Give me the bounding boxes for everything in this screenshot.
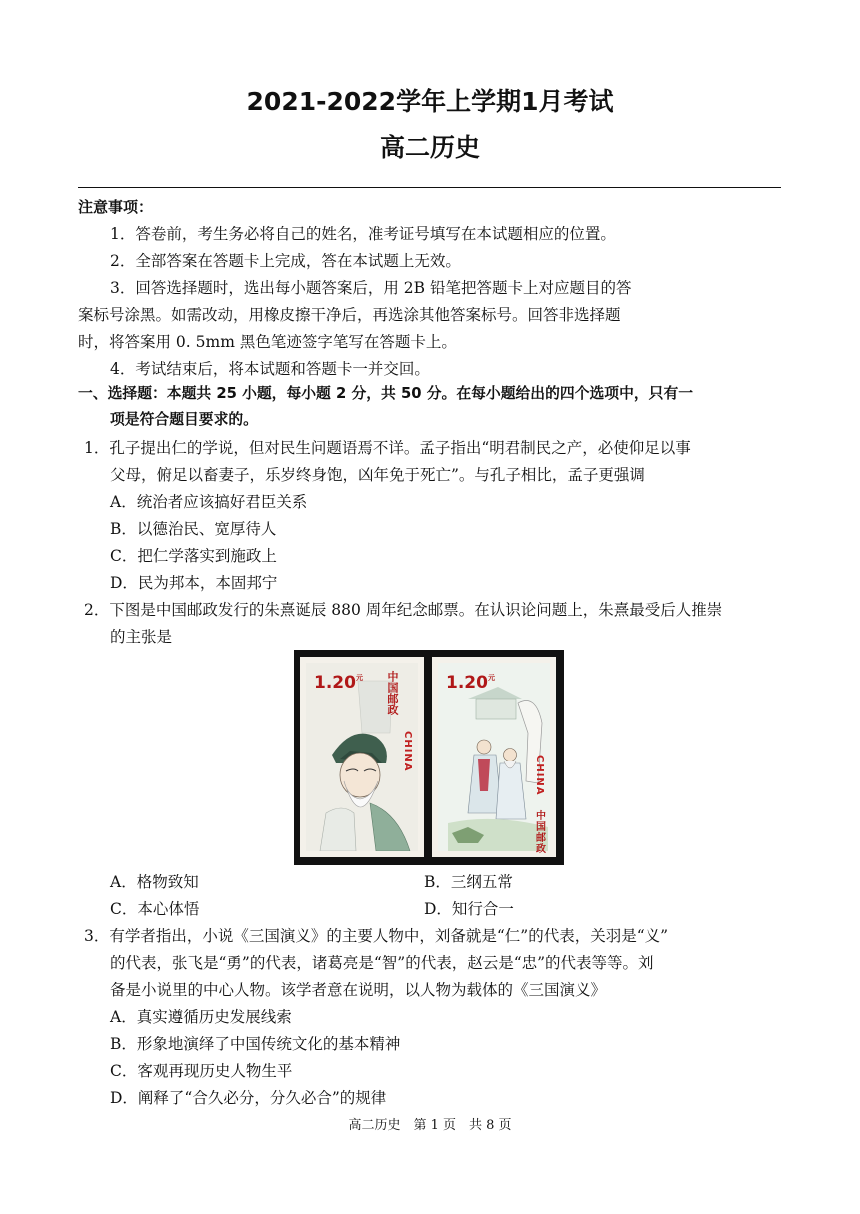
q3-stem-line-3: 备是小说里的中心人物。该学者意在说明，以人物为载体的《三国演义》 [110, 981, 607, 999]
header-divider [78, 187, 781, 188]
stamp-zhu-xi-scene [432, 657, 556, 857]
q2-option-d: D．知行合一 [424, 900, 514, 918]
notice-heading: 注意事项： [78, 198, 154, 216]
notice-line-1: 1．答卷前，考生务必将自己的姓名，准考证号填写在本试题相应的位置。 [110, 225, 616, 243]
q1-option-c: C．把仁学落实到施政上 [110, 547, 277, 565]
stamp-left-caption-mark [318, 713, 327, 719]
q1-option-a: A．统治者应该搞好君臣关系 [110, 493, 308, 511]
stamp-right-country: CHINA [534, 755, 545, 796]
notice-line-2: 2．全部答案在答题卡上完成，答在本试题上无效。 [110, 252, 461, 270]
section-heading-line-2: 项是符合题目要求的。 [110, 411, 258, 428]
q3-option-a: A．真实遵循历史发展线索 [110, 1008, 292, 1026]
q3-option-d: D．阐释了“合久必分，分久必合”的规律 [110, 1089, 387, 1107]
q1-stem-line-2: 父母，俯足以畜妻子，乐岁终身饱，凶年免于死亡”。与孔子相比，孟子更强调 [110, 466, 645, 484]
q1-option-b: B．以德治民、宽厚待人 [110, 520, 277, 538]
notice-line-6: 4．考试结束后，将本试题和答题卡一并交回。 [110, 360, 430, 378]
commemorative-stamps-image [294, 650, 564, 865]
notice-line-4: 案标号涂黑。如需改动，用橡皮擦干净后，再选涂其他答案标号。回答非选择题 [78, 306, 621, 324]
q2-option-a: A．格物致知 [110, 873, 199, 891]
q3-stem-line-2: 的代表，张飞是“勇”的代表，诸葛亮是“智”的代表，赵云是“忠”的代表等等。刘 [110, 954, 654, 972]
notice-line-5: 时，将答案用 0. 5mm 黑色笔迹签字笔写在答题卡上。 [78, 333, 457, 351]
stamp-face [438, 663, 550, 855]
page-footer: 高二历史 第 1 页 共 8 页 [348, 1118, 512, 1133]
q2-option-b: B．三纲五常 [424, 873, 513, 891]
notice-line-3: 3．回答选择题时，选出每小题答案后，用 2B 铅笔把答题卡上对应题目的答 [110, 279, 632, 297]
q1-option-d: D．民为邦本，本固邦宁 [110, 574, 278, 592]
stamp-left-country: CHINA [402, 731, 413, 772]
exam-subject: 高二历史 [379, 133, 480, 162]
q3-option-c: C．客观再现历史人物生平 [110, 1062, 293, 1080]
section-heading-line-1: 一、选择题：本题共 25 小题，每小题 2 分，共 50 分。在每小题给出的四个选项中，只有一 [78, 385, 694, 402]
q2-option-c: C．本心体悟 [110, 900, 200, 918]
exam-title: 2021-2022学年上学期1月考试 [246, 87, 614, 116]
q3-option-b: B．形象地演绎了中国传统文化的基本精神 [110, 1035, 401, 1053]
stamp-right-price: $1.20^元$ [446, 673, 495, 693]
stamp-face [306, 663, 418, 851]
stamp-left-price: $1.20^元$ [314, 673, 363, 693]
stamp-left-postal-mark: 中国邮政 [386, 671, 399, 715]
q1-stem-line-1: 1．孔子提出仁的学说，但对民生问题语焉不详。孟子指出“明君制民之产，必使仰足以事 [84, 439, 691, 457]
q2-stem-line-1: 2．下图是中国邮政发行的朱熹诞辰 880 周年纪念邮票。在认识论问题上，朱熹最受后人推崇 [84, 601, 723, 619]
stamp-right-postal-mark: 中国邮政 [536, 811, 546, 855]
q3-stem-line-1: 3．有学者指出，小说《三国演义》的主要人物中，刘备就是“仁”的代表，关羽是“义” [84, 927, 669, 945]
stamp-zhu-xi-portrait [300, 657, 424, 857]
q2-stem-line-2: 的主张是 [110, 628, 173, 646]
